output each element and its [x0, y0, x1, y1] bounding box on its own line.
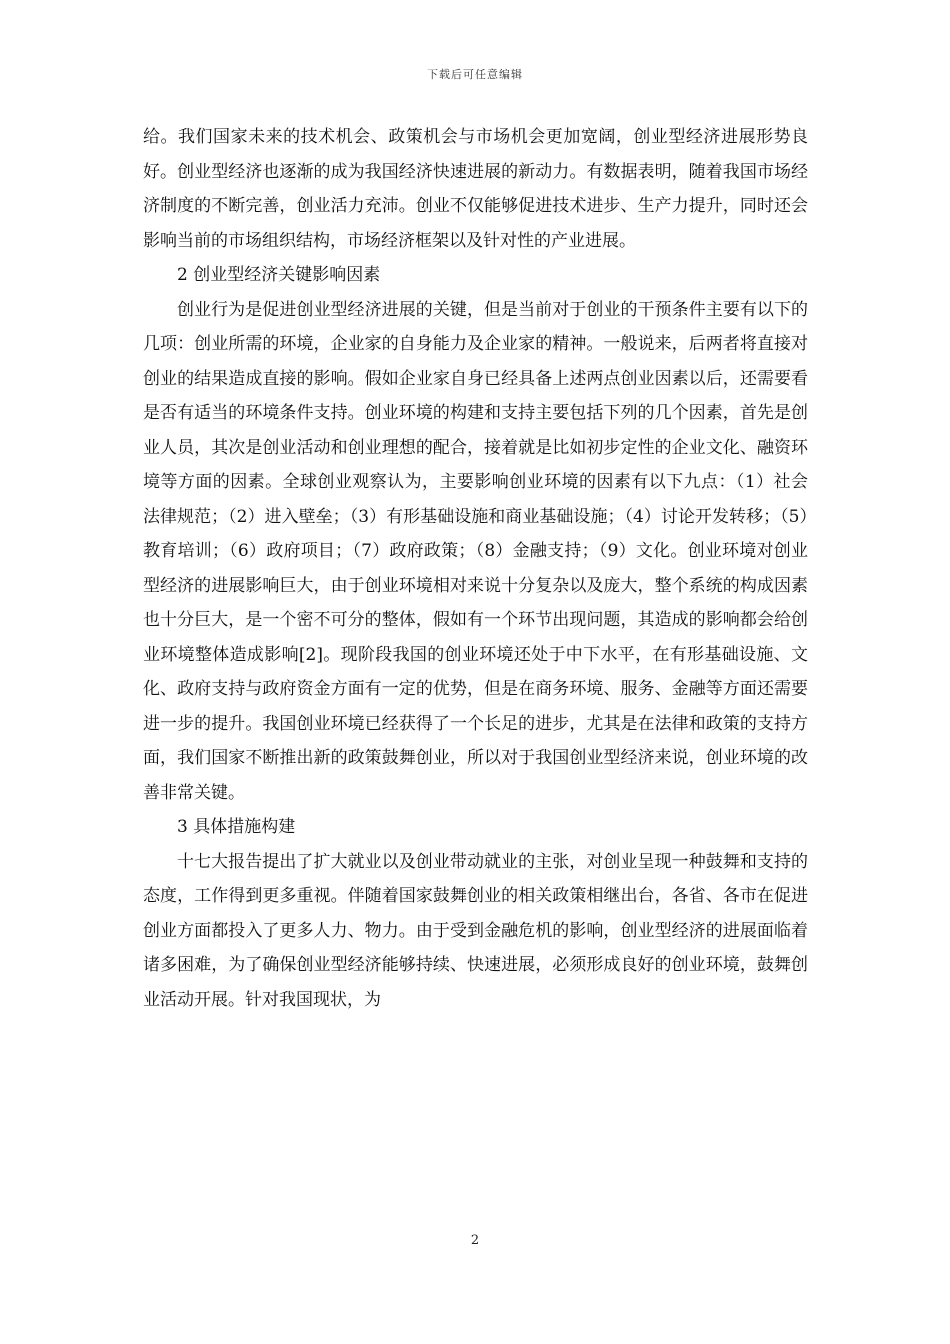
paragraph-intro: 给。我们国家未来的技术机会、政策机会与市场机会更加宽阔，创业型经济进展形势良好。创业型经济也逐渐的成为我国经济快速进展的新动力。有数据表明，随着我国市场经济制度的不断完善，创业活力充沛。创业不仅能够促进技术进步、生产力提升，同时还会影响当前的市场组织结构，市场经济框架以及针对性的产业进展。: [143, 127, 808, 251]
section-heading-2: 2 创业型经济关键影响因素: [177, 265, 381, 285]
section-heading-3: 3 具体措施构建: [177, 817, 296, 837]
paragraph-section-2: 创业行为是促进创业型经济进展的关键，但是当前对于创业的干预条件主要有以下的几项：创业所需的环境，企业家的自身能力及企业家的精神。一般说来，后两者将直接对创业的结果造成直接的影响。假如企业家自身已经具备上述两点创业因素以后，还需要看是否有适当的环境条件支持。创业环境的构建和支持主要包括下列的几个因素，首先是创业人员，其次是创业活动和创业理想的配合，接着就是比如初步定性的企业文化、融资环境等方面的因素。全球创业观察认为，主要影响创业环境的因素有以下九点：（1）社会法律规范；（2）进入壁垒；（3）有形基础设施和商业基础设施；（4）讨论开发转移；（5）教育培训；（6）政府项目；（7）政府政策；（8）金融支持；（9）文化。创业环境对创业型经济的进展影响巨大，由于创业环境相对来说十分复杂以及庞大，整个系统的构成因素也十分巨大，是一个密不可分的整体，假如有一个环节出现问题，其造成的影响都会给创业环境整体造成影响[2]。现阶段我国的创业环境还处于中下水平，在有形基础设施、文化、政府支持与政府资金方面有一定的优势，但是在商务环境、服务、金融等方面还需要进一步的提升。我国创业环境已经获得了一个长足的进步，尤其是在法律和政策的支持方面，我们国家不断推出新的政策鼓舞创业，所以对于我国创业型经济来说，创业环境的改善非常关键。: [143, 299, 808, 803]
document-body: [143, 120, 808, 1017]
paragraph-section-3: 十七大报告提出了扩大就业以及创业带动就业的主张，对创业呈现一种鼓舞和支持的态度，工作得到更多重视。伴随着国家鼓舞创业的相关政策相继出台，各省、各市在促进创业方面都投入了更多人力、物力。由于受到金融危机的影响，创业型经济的进展面临着诸多困难，为了确保创业型经济能够持续、快速进展，必须形成良好的创业环境，鼓舞创业活动开展。针对我国现状，为: [143, 851, 808, 1010]
page-number: 2: [470, 1233, 480, 1248]
page-header: 下载后可任意编辑: [427, 68, 523, 81]
